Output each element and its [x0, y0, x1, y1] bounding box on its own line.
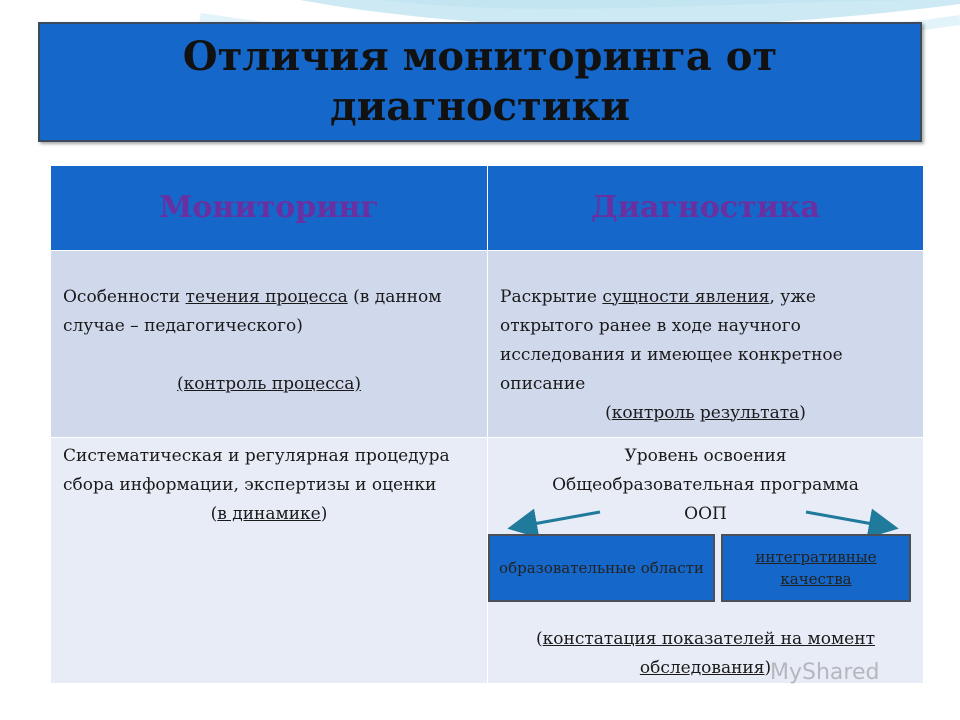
watermark: MyShared	[770, 660, 880, 685]
arrow-left	[522, 512, 600, 526]
diagnostics-level-note: (констатация показателей на момент обследования)	[536, 628, 875, 678]
diagnostics-essence-text: Раскрытие сущности явления, уже открытого ранее в ходе научного исследования и имеющее конкретное описание	[500, 286, 843, 394]
monitoring-essence-note: (контроль процесса)	[176, 373, 362, 394]
header-diagnostics: Диагностика	[488, 165, 924, 250]
box-educational-areas: образовательные области	[488, 534, 715, 602]
slide-title: Отличия мониторинга от диагностики	[182, 33, 778, 130]
box-integrative-qualities: интегративные качества	[721, 534, 911, 602]
diagnostics-level-line1: Уровень освоения	[624, 445, 787, 466]
arrow-right	[806, 512, 884, 526]
header-monitoring: Мониторинг	[51, 165, 488, 250]
diagnostics-level-line2: Общеобразовательная программа	[552, 474, 859, 495]
diagnostics-level-line3: ООП	[684, 503, 727, 524]
monitoring-procedure-text: Систематическая и регулярная процедура сбора информации, экспертизы и оценки	[63, 445, 450, 495]
diagnostics-essence-note: (контроль результата)	[605, 402, 806, 423]
monitoring-essence-text: Особенности течения процесса (в данном случае – педагогического)	[63, 286, 442, 336]
monitoring-procedure-note: (в динамике)	[210, 503, 328, 524]
